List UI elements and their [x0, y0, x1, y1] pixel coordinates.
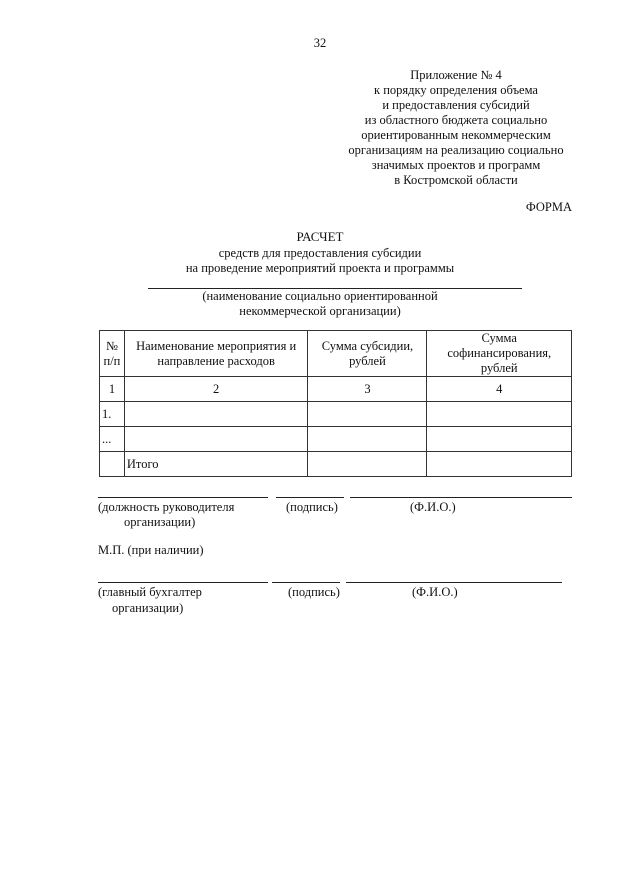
row-subsidy-cell[interactable] [308, 427, 427, 452]
head-signature-line[interactable] [276, 497, 344, 498]
appendix-line: организациям на реализацию социально [348, 143, 564, 157]
row-cofinancing-cell[interactable] [427, 402, 572, 427]
subtitle-line: на проведение мероприятий проекта и программы [185, 261, 455, 275]
head-signature-caption: (подпись) [286, 500, 338, 514]
index-cell: 1 [100, 377, 125, 402]
header-number [100, 331, 125, 377]
head-position-line[interactable] [98, 497, 268, 498]
header-text: Наименование мероприятия и [136, 338, 297, 353]
organization-caption [0, 289, 640, 319]
head-position-caption: (должность руководителя [98, 500, 235, 514]
form-label: ФОРМА [525, 200, 572, 214]
table-row [100, 427, 572, 452]
appendix-header [340, 68, 572, 188]
caption-line: (наименование социально ориентированной [202, 289, 438, 303]
calculation-table [99, 330, 572, 477]
head-fio-caption: (Ф.И.О.) [410, 500, 456, 514]
document-title: РАСЧЕТ [296, 229, 344, 244]
total-label-cell: Итого [124, 452, 308, 477]
table-header-row [100, 331, 572, 377]
header-event-name [124, 331, 308, 377]
total-cofinancing-cell[interactable] [427, 452, 572, 477]
header-text: № [105, 338, 118, 353]
header-text: направление расходов [157, 353, 275, 368]
index-cell: 3 [308, 377, 427, 402]
row-subsidy-cell[interactable] [308, 402, 427, 427]
header-text: Сумма субсидии, [321, 338, 414, 353]
accountant-fio-caption: (Ф.И.О.) [412, 585, 458, 599]
header-subsidy-amount [308, 331, 427, 377]
accountant-fio-line[interactable] [346, 582, 562, 583]
appendix-line: ориентированным некоммерческим [361, 128, 551, 142]
head-fio-line[interactable] [350, 497, 572, 498]
row-name-cell[interactable] [124, 427, 308, 452]
stamp-label: М.П. (при наличии) [98, 543, 204, 557]
appendix-line: из областного бюджета социально [364, 113, 548, 127]
header-text: рублей [349, 353, 386, 368]
accountant-signature-caption: (подпись) [288, 585, 340, 599]
row-number-cell: ... [100, 427, 125, 452]
row-cofinancing-cell[interactable] [427, 427, 572, 452]
appendix-line: в Костромской области [394, 173, 518, 187]
index-cell: 2 [124, 377, 308, 402]
header-cofinancing-amount [427, 331, 572, 377]
appendix-line: и предоставления субсидий [382, 98, 530, 112]
accountant-position-caption: (главный бухгалтер [98, 585, 202, 599]
table-total-row [100, 452, 572, 477]
row-name-cell[interactable] [124, 402, 308, 427]
index-cell: 4 [427, 377, 572, 402]
total-subsidy-cell[interactable] [308, 452, 427, 477]
appendix-line: к порядку определения объема [374, 83, 538, 97]
row-number-cell: 1. [100, 402, 125, 427]
accountant-signature-line[interactable] [272, 582, 340, 583]
appendix-line: значимых проектов и программ [371, 158, 541, 172]
page-number: 32 [313, 36, 327, 50]
table-index-row [100, 377, 572, 402]
header-text: Сумма софинансирования, [447, 331, 552, 360]
header-text: п/п [103, 353, 121, 368]
head-position-caption: организации) [124, 515, 196, 529]
accountant-position-caption: организации) [112, 601, 184, 615]
appendix-line: Приложение № 4 [410, 68, 502, 82]
accountant-position-line[interactable] [98, 582, 268, 583]
subtitle-line: средств для предоставления субсидии [218, 246, 422, 260]
header-text: рублей [480, 361, 518, 375]
caption-line: некоммерческой организации) [239, 304, 401, 318]
document-subtitle [0, 246, 640, 276]
table-row [100, 402, 572, 427]
row-number-cell [100, 452, 125, 477]
